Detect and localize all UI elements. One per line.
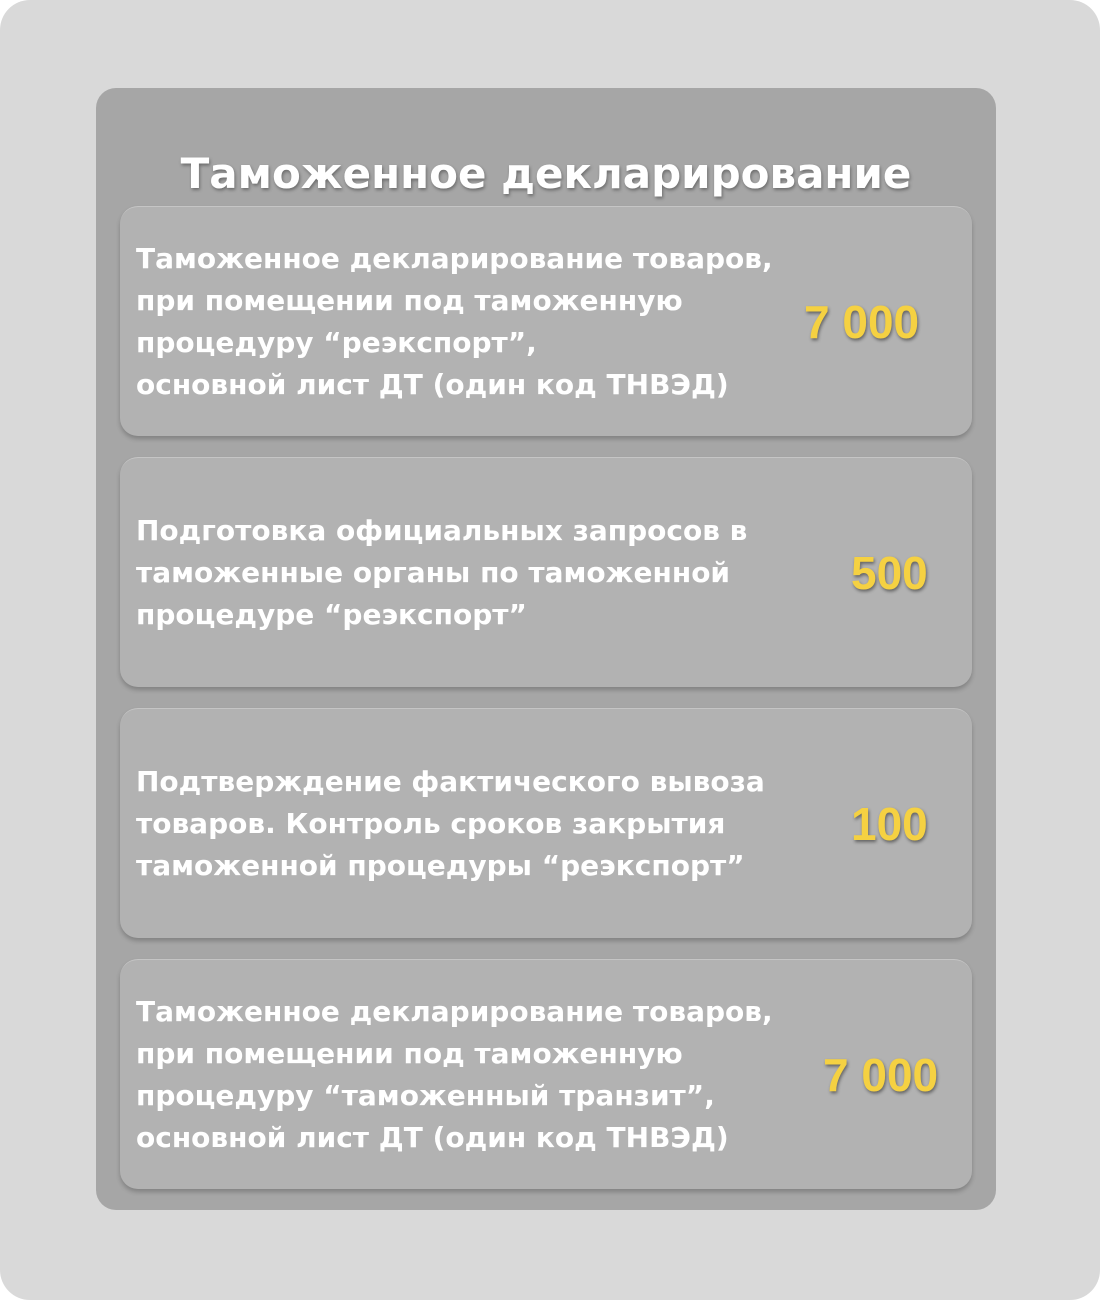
service-description: Таможенное декларирование товаров, при помещении под таможенную процедуру “таможенный транзит”, основной лист ДТ (один код ТНВЭД)	[136, 994, 773, 1154]
service-price: 500	[851, 546, 928, 599]
service-card	[120, 206, 972, 436]
page-title: Таможенное декларирование	[180, 149, 912, 198]
service-price: 100	[851, 797, 928, 850]
service-price: 7 000	[804, 295, 920, 348]
service-card	[120, 457, 972, 687]
service-description: Подготовка официальных запросов в таможенные органы по таможенной процедуре “реэкспорт”	[136, 513, 748, 631]
service-card	[120, 959, 972, 1189]
service-description: Таможенное декларирование товаров, при помещении под таможенную процедуру “реэкспорт”, основной лист ДТ (один код ТНВЭД)	[136, 241, 773, 401]
services-panel	[96, 88, 996, 1210]
service-card	[120, 708, 972, 938]
service-price: 7 000	[823, 1048, 939, 1101]
service-description: Подтверждение фактического вывоза товаров. Контроль сроков закрытия таможенной процедуры “реэкспорт”	[136, 764, 765, 882]
